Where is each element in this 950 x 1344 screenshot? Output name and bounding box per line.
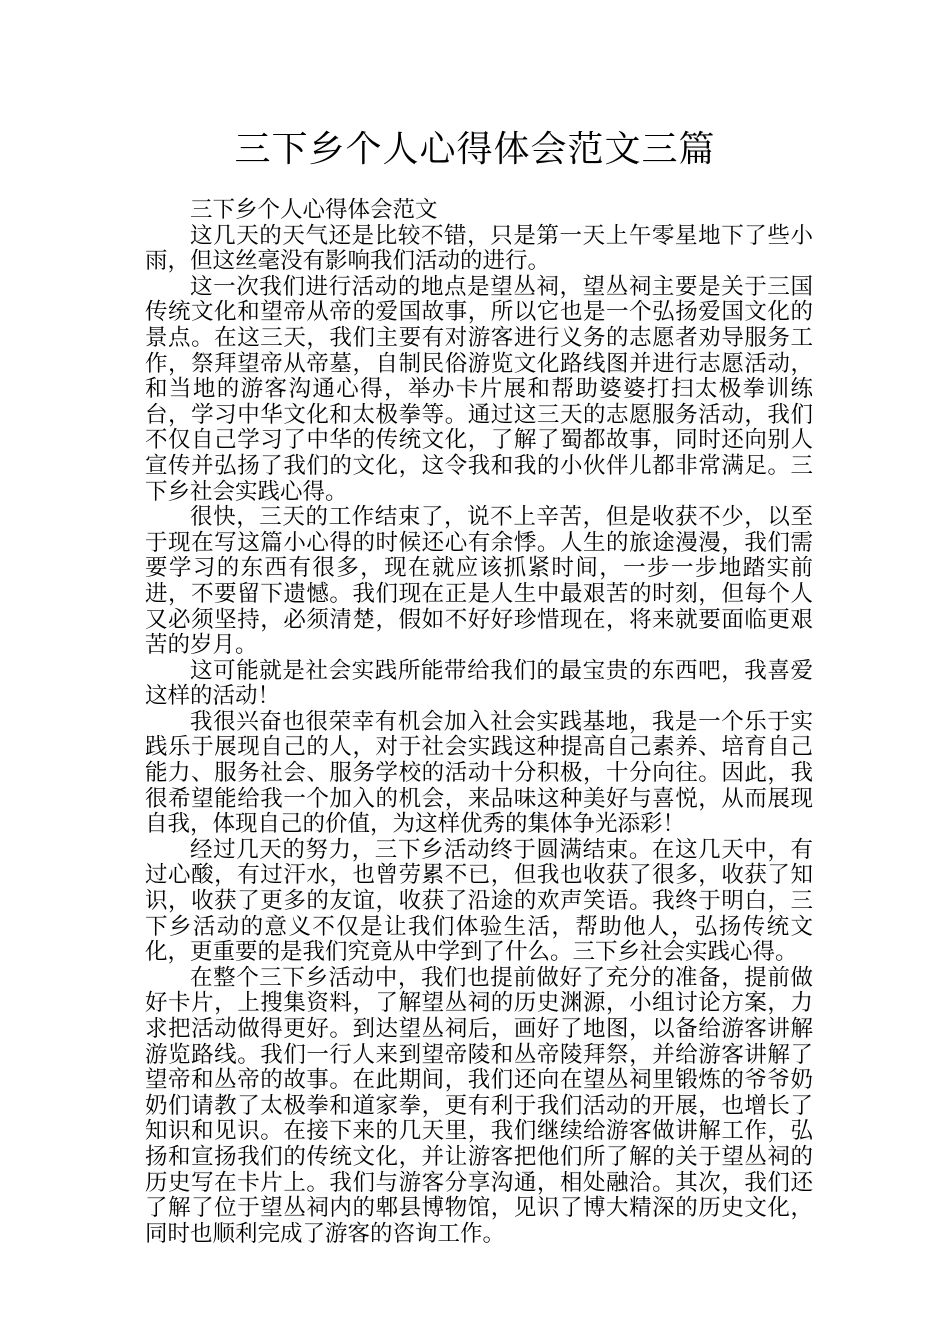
paragraph: 很快，三天的工作结束了，说不上辛苦，但是收获不少，以至于现在写这篇小心得的时候还心有余悸。人生的旅途漫漫，我们需要学习的东西有很多，现在就应该抓紧时间，一步一步地踏实前进，不要留下遗憾。我们现在正是人生中最艰苦的时刻，但每个人又必须坚持，必须清楚，假如不好好珍惜现在，将来就要面临更艰苦的岁月。 [145,504,813,659]
document-title: 三下乡个人心得体会范文三篇 [234,129,716,170]
paragraph: 经过几天的努力，三下乡活动终于圆满结束。在这几天中，有过心酸，有过汗水，也曾劳累不已，但我也收获了很多，收获了知识，收获了更多的友谊，收获了沿途的欢声笑语。我终于明白，三下乡活动的意义不仅是让我们体验生活，帮助他人，弘扬传统文化，更重要的是我们究竟从中学到了什么。三下乡社会实践心得。 [145,836,813,966]
paragraph: 这一次我们进行活动的地点是望丛祠，望丛祠主要是关于三国传统文化和望帝从帝的爱国故事，所以它也是一个弘扬爱国文化的景点。在这三天，我们主要有对游客进行义务的志愿者劝导服务工作，祭拜望帝从帝墓，自制民俗游览文化路线图并进行志愿活动，和当地的游客沟通心得，举办卡片展和帮助婆婆打扫太极拳训练台，学习中华文化和太极拳等。通过这三天的志愿服务活动，我们不仅自己学习了中华的传统文化，了解了蜀都故事，同时还向别人宣传并弘扬了我们的文化，这令我和我的小伙伴儿都非常满足。三下乡社会实践心得。 [145,273,813,505]
paragraph: 我很兴奋也很荣幸有机会加入社会实践基地，我是一个乐于实践乐于展现自己的人，对于社会实践这种提高自己素养、培育自己能力、服务社会、服务学校的活动十分积极，十分向往。因此，我很希望能给我一个加入的机会，来品味这种美好与喜悦，从而展现自我，体现自己的价值，为这样优秀的集体争光添彩！ [145,708,813,838]
paragraph: 这可能就是社会实践所能带给我们的最宝贵的东西吧，我喜爱这样的活动！ [145,657,813,710]
paragraph: 在整个三下乡活动中，我们也提前做好了充分的准备，提前做好卡片，上搜集资料，了解望丛祠的历史渊源，小组讨论方案，力求把活动做得更好。到达望丛祠后，画好了地图，以备给游客讲解游览路线。我们一行人来到望帝陵和丛帝陵拜祭，并给游客讲解了望帝和丛帝的故事。在此期间，我们还向在望丛祠里锻炼的爷爷奶奶们请教了太极拳和道家拳，更有利于我们活动的开展，也增长了知识和见识。在接下来的几天里，我们继续给游客做讲解工作，弘扬和宣扬我们的传统文化，并让游客把他们所了解的关于望丛祠的历史写在卡片上。我们与游客分享沟通，相处融洽。其次，我们还了解了位于望丛祠内的郫县博物馆，见识了博大精深的历史文化，同时也顺利完成了游客的咨询工作。 [145,964,813,1247]
document-body [145,198,813,1247]
paragraph-subtitle: 三下乡个人心得体会范文 [190,197,438,223]
paragraph: 这几天的天气还是比较不错，只是第一天上午零星地下了些小雨，但这丝毫没有影响我们活动的进行。 [145,222,813,275]
